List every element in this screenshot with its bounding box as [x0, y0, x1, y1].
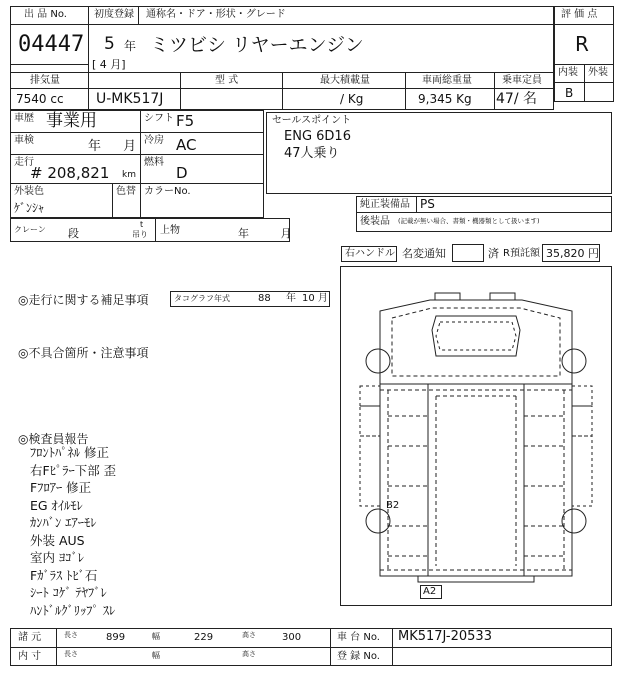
sales-line-2: 47人乗り: [284, 146, 340, 161]
inspector-line: ｼｰﾄ ｺｹﾞ ﾃﾔﾌﾞﾚ: [30, 585, 107, 600]
tachograph-year-unit: 年: [286, 293, 296, 304]
inspector-line: Fﾌﾛｱｰ 修正: [30, 480, 92, 495]
internal-dims-label: 内 寸: [18, 651, 42, 662]
length-value: 899: [106, 632, 126, 643]
tachograph-label: タコグラフ年式: [174, 294, 230, 303]
inspector-line: Fｶﾞﾗｽ ﾄﾋﾞ石: [30, 567, 98, 583]
dims-label: 諸 元: [18, 632, 42, 643]
width-value: 229: [194, 632, 214, 643]
grade-label: 評 価 点: [561, 9, 598, 20]
tachograph-year: 88: [258, 293, 271, 304]
fuel-value: D: [176, 164, 188, 182]
upper-label: 上物: [160, 225, 180, 236]
lot-number: 04447: [18, 32, 85, 57]
height-value: 300: [282, 632, 302, 643]
damage-mark-b2: B2: [386, 500, 400, 511]
first-reg-year: 5: [104, 34, 115, 54]
width-label: 幅: [152, 632, 160, 641]
front-cab-outline: [380, 300, 572, 384]
color-code-label: カラーNo.: [144, 186, 191, 197]
max-load-value: / Kg: [340, 92, 364, 106]
history-value: 事業用: [46, 111, 97, 131]
inspector-line: 外装 AUS: [30, 532, 85, 548]
first-reg-label: 初度登録: [94, 9, 134, 20]
equip-label: 純正装備品: [360, 199, 410, 210]
name-change-box: [452, 244, 484, 262]
ext-color-label: 外装色: [14, 186, 44, 197]
exterior-label: 外装: [588, 67, 608, 78]
first-reg-month: [ 4 月]: [92, 58, 126, 71]
lot-label: 出 品 No.: [24, 9, 67, 20]
rear-bumper: [418, 576, 534, 582]
model-value: U-MK517J: [96, 91, 164, 107]
inspector-line: ﾊﾝﾄﾞﾙｸﾞﾘｯﾌﾟ ｽﾚ: [30, 602, 116, 618]
max-load-label: 最大積載量: [320, 75, 370, 86]
refund-prefix: 済: [488, 247, 499, 260]
inspector-line: 室内 ﾖｺﾞﾚ: [30, 550, 84, 565]
displacement-label: 排気量: [30, 75, 60, 86]
inspection-label: 車検: [14, 135, 34, 146]
name-label: 通称名・ドア・形状・グレード: [146, 9, 286, 20]
refund-value: 35,820 円: [546, 247, 599, 260]
fuel-label: 燃料: [144, 157, 164, 168]
inspector-report-list: [30, 444, 116, 619]
retrofit-note: (記載が無い場合、書類・機器類として扱います): [398, 217, 540, 225]
interior-grade: B: [565, 86, 574, 100]
wheel-front-left: [366, 349, 390, 373]
gross-weight-value: 9,345 Kg: [418, 92, 472, 106]
retrofit-label: 後装品: [360, 216, 390, 227]
ton-label: t: [140, 220, 144, 229]
inspector-line: 右Fﾋﾟﾗｰ下部 歪: [30, 462, 117, 478]
ac-label: 冷房: [144, 135, 164, 146]
reg-label: 登 録 No.: [337, 651, 380, 662]
shift-label: シフト: [144, 113, 174, 124]
left-mirror: [435, 293, 460, 300]
ext-color-value: ｹﾞﾝｼｬ: [14, 201, 45, 215]
capacity-value: 47/ 名: [496, 91, 537, 107]
color-no-label: 色替: [116, 186, 136, 197]
ac-value: AC: [176, 136, 197, 154]
height-label: 高さ: [242, 631, 256, 639]
roof: [428, 384, 524, 576]
lift-label: 吊り: [132, 230, 148, 239]
damage-mark-a2: A2: [423, 586, 437, 597]
interior-label: 内装: [558, 67, 578, 78]
right-mirror: [490, 293, 515, 300]
refund-label: R預託額: [503, 248, 540, 259]
overall-grade: R: [575, 32, 589, 56]
history-label: 車歴: [14, 113, 34, 124]
mileage-unit: km: [122, 170, 136, 180]
inspector-line: ｶﾝﾊﾞﾝ ｴｱｰﾓﾚ: [30, 515, 97, 530]
height-label-2: 高さ: [242, 650, 256, 658]
name-change-label: 名変通知: [402, 247, 446, 260]
sales-point-title: セールスポイント: [272, 115, 352, 126]
mileage-label: 走行: [14, 157, 34, 168]
mileage-value: # 208,821: [30, 164, 110, 182]
displacement-value: 7540 cc: [16, 92, 64, 106]
inspector-title: ◎検査員報告: [18, 432, 89, 446]
bus-diagram: [340, 266, 612, 606]
crane-label: クレーン: [14, 225, 46, 234]
chassis-label: 車 台 No.: [337, 632, 380, 643]
inspector-line: EG ｵｲﾙﾓﾚ: [30, 497, 83, 513]
crane-value: 段: [68, 227, 79, 240]
length-label: 長さ: [64, 631, 78, 639]
length-label-2: 長さ: [64, 650, 78, 658]
model-label: 型 式: [215, 75, 239, 86]
shift-value: F5: [176, 112, 195, 130]
wheel-rear-right: [562, 509, 586, 533]
chassis-value: MK517J-20533: [398, 629, 492, 644]
driving-notes-title: ◎走行に関する補足事項: [18, 293, 149, 307]
inspector-line: ﾌﾛﾝﾄﾊﾟﾈﾙ 修正: [30, 445, 109, 460]
car-name: ミツビシ リヤーエンジン: [150, 34, 364, 56]
upper-value: 年 月: [238, 227, 292, 240]
sales-line-1: ENG 6D16: [284, 129, 351, 144]
width-label-2: 幅: [152, 651, 160, 660]
rhd-label: 右ハンドル: [345, 248, 395, 259]
capacity-label: 乗車定員: [502, 75, 542, 86]
year-unit: 年: [124, 39, 137, 53]
defects-title: ◎不具合箇所・注意事項: [18, 346, 149, 360]
wheel-rear-left: [366, 509, 390, 533]
inspection-value: 年 月: [88, 139, 137, 154]
wheel-front-right: [562, 349, 586, 373]
gross-weight-label: 車両総重量: [422, 75, 472, 86]
equip-value: PS: [420, 197, 435, 211]
tachograph-month: 10 月: [302, 293, 328, 304]
body-outline: [380, 384, 572, 576]
